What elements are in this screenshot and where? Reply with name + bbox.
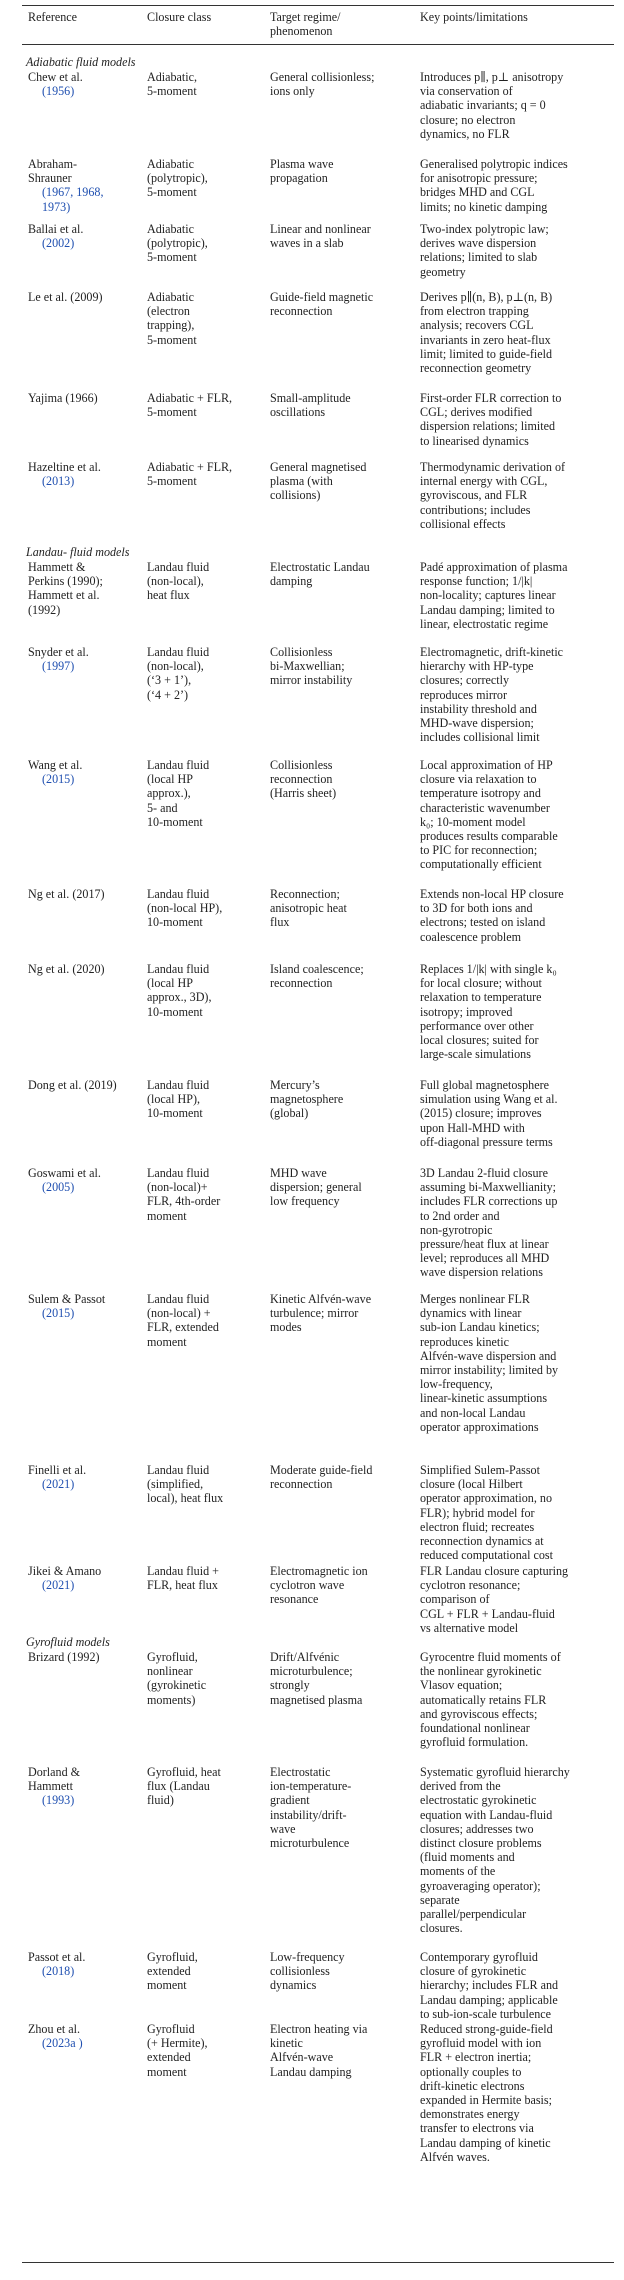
table-row-closure: Landau fluid (local HP), 10-moment: [147, 1078, 210, 1121]
table-row-points: FLR Landau closure capturing cyclotron resonance; comparison of CGL + FLR + Landau-fluid vs alternative model: [420, 1564, 569, 1635]
table-row-regime: Electron heating via kinetic Alfvén-wave Landau damping: [270, 2022, 368, 2079]
table-row-points: 3D Landau 2-fluid closure assuming bi-Maxwellianity; includes FLR corrections up to 2nd order and non-gyrotropic pressure/heat flux at linear level; reproduces all MHD wave dispersion relations: [420, 1166, 558, 1280]
table-row-points: Extends non-local HP closure to 3D for both ions and electrons; tested on island coalescence problem: [420, 887, 564, 944]
table-row-ref: Chew et al. (1956): [28, 70, 83, 99]
table-row-points: Gyrocentre fluid moments of the nonlinear gyrokinetic Vlasov equation; automatically retains FLR and gyroviscous effects; foundational nonlinear gyrofluid formulation.: [420, 1650, 561, 1750]
table-row-regime: Island coalescence; reconnection: [270, 962, 364, 991]
table-row-closure: Landau fluid (local HP approx., 3D), 10-moment: [147, 962, 212, 1019]
table-row-ref: Wang et al. (2015): [28, 758, 83, 787]
table-row-closure: Adiabatic (electron trapping), 5-moment: [147, 290, 197, 347]
table-row-points: Generalised polytropic indices for anisotropic pressure; bridges MHD and CGL limits; no kinetic damping: [420, 157, 568, 214]
table-row-points: Electromagnetic, drift-kinetic hierarchy with HP-type closures; correctly reproduces mirror instability threshold and MHD-wave dispersion; includes collisional limit: [420, 645, 564, 745]
table-row-closure: Landau fluid (non-local), (‘3 + 1’), (‘4 + 2’): [147, 645, 210, 702]
table-row-closure: Landau fluid (non-local) + FLR, extended moment: [147, 1292, 219, 1349]
table-row-points: Derives p∥(n, B), p⊥(n, B) from electron trapping analysis; recovers CGL invariants in zero heat-flux limit; limited to guide-field reconnection geometry: [420, 290, 553, 376]
table-row-points: Full global magnetosphere simulation using Wang et al. (2015) closure; improves upon Hall-MHD with off-diagonal pressure terms: [420, 1078, 558, 1149]
table-row-closure: Landau fluid (simplified, local), heat flux: [147, 1463, 224, 1506]
table-row-regime: Reconnection; anisotropic heat flux: [270, 887, 347, 930]
table-row-ref: Passot et al. (2018): [28, 1950, 86, 1979]
table-row-regime: Guide-field magnetic reconnection: [270, 290, 374, 319]
header-rule: [22, 44, 614, 45]
table-row-regime: Mercury’s magnetosphere (global): [270, 1078, 344, 1121]
table-row-ref: Yajima (1966): [28, 391, 98, 405]
table-row-ref: Goswami et al. (2005): [28, 1166, 101, 1195]
table-row-closure: Adiabatic, 5-moment: [147, 70, 198, 99]
table-row-ref: Zhou et al. (2023a ): [28, 2022, 83, 2051]
table-row-ref: Le et al. (2009): [28, 290, 103, 304]
table-row-ref: Hammett & Perkins (1990); Hammett et al. (1992): [28, 560, 103, 617]
table-row-ref: Sulem & Passot (2015): [28, 1292, 106, 1321]
table-row-ref: Abraham- Shrauner (1967, 1968, 1973): [28, 157, 104, 214]
table-row-points: Simplified Sulem-Passot closure (local Hilbert operator approximation, no FLR); hybrid model for electron fluid; recreates reconnection dynamics at reduced computational cost: [420, 1463, 553, 1563]
section-title-landau: Landau- fluid models: [26, 545, 130, 559]
table-row-ref: Jikei & Amano (2021): [28, 1564, 102, 1593]
table-row-regime: Small-amplitude oscillations: [270, 391, 351, 420]
table-row-points: Padé approximation of plasma response function; 1/|k| non-locality; captures linear Landau damping; limited to linear, electrostatic regime: [420, 560, 568, 631]
table-row-closure: Landau fluid (non-local)+ FLR, 4th-order moment: [147, 1166, 221, 1223]
table-row-points: Two-index polytropic law; derives wave dispersion relations; limited to slab geometry: [420, 222, 549, 279]
header-key-points: Key points/limitations: [420, 10, 528, 24]
table-row-regime: Plasma wave propagation: [270, 157, 334, 186]
table-row-closure: Landau fluid (non-local HP), 10-moment: [147, 887, 223, 930]
table-row-closure: Gyrofluid, nonlinear (gyrokinetic moments): [147, 1650, 207, 1707]
table-row-points: Contemporary gyrofluid closure of gyrokinetic hierarchy; includes FLR and Landau damping; applicable to sub-ion-scale turbulence: [420, 1950, 559, 2021]
table-row-closure: Adiabatic + FLR, 5-moment: [147, 391, 233, 420]
table-row-ref: Dong et al. (2019): [28, 1078, 117, 1092]
section-title-gyrofluid: Gyrofluid models: [26, 1635, 110, 1649]
table-row-points: Reduced strong-guide-field gyrofluid model with ion FLR + electron inertia; optionally couples to drift-kinetic electrons expanded in Hermite basis; demonstrates energy transfer to electrons via Landau damping of kinetic Alfvén waves.: [420, 2022, 553, 2164]
bottom-rule: [22, 2262, 614, 2263]
table-row-points: Thermodynamic derivation of internal energy with CGL, gyroviscous, and FLR contributions; includes collisional effects: [420, 460, 566, 531]
table-row-ref: Snyder et al. (1997): [28, 645, 89, 674]
table-row-ref: Dorland & Hammett (1993): [28, 1765, 81, 1808]
table-row-regime: Collisionless bi-Maxwellian; mirror instability: [270, 645, 353, 688]
table-row-points: Replaces 1/|k| with single k₀ for local closure; without relaxation to temperature isotropy; improved performance over other local closures; suited for large-scale simulations: [420, 962, 557, 1062]
header-closure-class: Closure class: [147, 10, 212, 24]
table-row-ref: Hazeltine et al. (2013): [28, 460, 101, 489]
table-row-regime: Kinetic Alfvén-wave turbulence; mirror modes: [270, 1292, 372, 1335]
table-row-points: Systematic gyrofluid hierarchy derived from the electrostatic gyrokinetic equation with Landau-fluid closures; addresses two distinct closure problems (fluid moments and moments of the gyroaveraging operator); separate parallel/perpendicular closures.: [420, 1765, 570, 1936]
table-row-closure: Gyrofluid (+ Hermite), extended moment: [147, 2022, 208, 2079]
table-row-closure: Gyrofluid, heat flux (Landau fluid): [147, 1765, 221, 1808]
section-title-adiabatic: Adiabatic fluid models: [26, 55, 136, 69]
table-row-regime: Moderate guide-field reconnection: [270, 1463, 373, 1492]
table-row-points: First-order FLR correction to CGL; derives modified dispersion relations; limited to linearised dynamics: [420, 391, 562, 448]
table-row-closure: Adiabatic (polytropic), 5-moment: [147, 222, 208, 265]
header-target-regime: Target regime/ phenomenon: [270, 10, 341, 39]
table-row-ref: Ng et al. (2017): [28, 887, 105, 901]
table-row-points: Introduces p∥, p⊥ anisotropy via conservation of adiabatic invariants; q = 0 closure; no electron dynamics, no FLR: [420, 70, 564, 141]
table-row-regime: General collisionless; ions only: [270, 70, 375, 99]
table-row-ref: Ballai et al. (2002): [28, 222, 84, 251]
table-row-regime: Electrostatic ion-temperature- gradient instability/drift- wave microturbulence: [270, 1765, 352, 1851]
table-row-regime: Linear and nonlinear waves in a slab: [270, 222, 371, 251]
table-row-regime: Drift/Alfvénic microturbulence; strongly magnetised plasma: [270, 1650, 363, 1707]
top-rule: [22, 5, 614, 6]
table-row-points: Merges nonlinear FLR dynamics with linear sub-ion Landau kinetics; reproduces kinetic Alfvén-wave dispersion and mirror instability; limited by low-frequency, linear-kinetic assumptions and non-local Landau operator approximations: [420, 1292, 559, 1434]
table-row-regime: Collisionless reconnection (Harris sheet): [270, 758, 337, 801]
table-row-closure: Adiabatic + FLR, 5-moment: [147, 460, 233, 489]
table-row-ref: Finelli et al. (2021): [28, 1463, 87, 1492]
table-row-closure: Landau fluid (non-local), heat flux: [147, 560, 210, 603]
table-row-regime: General magnetised plasma (with collisions): [270, 460, 367, 503]
table-row-regime: MHD wave dispersion; general low frequency: [270, 1166, 362, 1209]
table-row-closure: Gyrofluid, extended moment: [147, 1950, 198, 1993]
table-row-regime: Low-frequency collisionless dynamics: [270, 1950, 345, 1993]
table-row-regime: Electromagnetic ion cyclotron wave resonance: [270, 1564, 368, 1607]
table-row-closure: Adiabatic (polytropic), 5-moment: [147, 157, 208, 200]
table-row-regime: Electrostatic Landau damping: [270, 560, 370, 589]
table-row-closure: Landau fluid (local HP approx.), 5- and 10-moment: [147, 758, 210, 829]
table-row-ref: Brizard (1992): [28, 1650, 100, 1664]
header-reference: Reference: [28, 10, 78, 24]
table-row-ref: Ng et al. (2020): [28, 962, 105, 976]
table-row-points: Local approximation of HP closure via relaxation to temperature isotropy and characteristic wavenumber k₀; 10-moment model produces results comparable to PIC for reconnection; computationally efficient: [420, 758, 558, 872]
table-row-closure: Landau fluid + FLR, heat flux: [147, 1564, 219, 1593]
